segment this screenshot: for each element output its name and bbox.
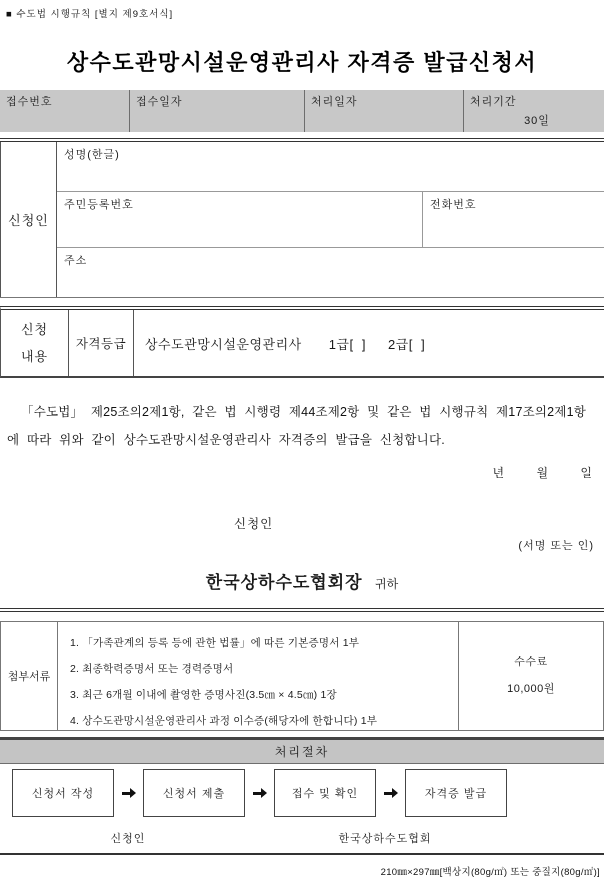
applicant-section (0, 142, 604, 298)
attachment-item: 3. 최근 6개월 이내에 촬영한 증명사진(3.5㎝ × 4.5㎝) 1장 (70, 689, 337, 701)
process-flow (0, 769, 604, 817)
process-step-submit: 신청서 제출 (143, 769, 245, 817)
phone-label: 전화번호 (430, 199, 477, 211)
month-label: 월 (536, 466, 549, 480)
process-step-review: 접수 및 확인 (274, 769, 376, 817)
process-date-cell[interactable] (304, 90, 463, 132)
grade-content (134, 310, 604, 376)
seal-note: (서명 또는 인) (518, 540, 594, 552)
fee-amount: 10,000원 (507, 683, 555, 695)
date-line[interactable] (0, 464, 604, 478)
fee-cell (459, 622, 603, 730)
legal-statement: 「수도법」 제25조의2제1항, 같은 법 시행령 제44조제2항 및 같은 법 시행규칙 제17조의2제1항에 따라 위와 같이 상수도관망시설운영관리사 자격증의 발급을 신청합니다. (7, 405, 586, 447)
paper-spec: 210㎜×297㎜[백상지(80g/㎡) 또는 중질지(80g/㎡)] (380, 867, 600, 878)
page-title: 상수도관망시설운영관리사 자격증 발급신청서 (66, 50, 538, 75)
attachment-item: 1. 「가족관계의 등록 등에 관한 법률」에 따른 기본증명서 1부 (70, 637, 360, 649)
receipt-date-label: 접수일자 (136, 96, 183, 108)
fee-label: 수수료 (514, 656, 548, 668)
arrow-wrap (114, 788, 143, 799)
request-label-line1: 신청 (20, 322, 49, 337)
receipt-header-row (0, 90, 604, 132)
arrow-right-icon (253, 788, 267, 799)
attachment-item: 2. 최종학력증명서 또는 경력증명서 (70, 663, 234, 675)
process-step-issue: 자격증 발급 (405, 769, 507, 817)
attachment-item: 4. 상수도관망시설운영관리사 과정 이수증(해당자에 한합니다) 1부 (70, 715, 378, 727)
arrow-right-icon (122, 788, 136, 799)
process-period-cell (463, 90, 604, 132)
process-period-label: 처리기간 (470, 96, 517, 108)
actor-association: 한국상하수도협회 (338, 833, 432, 845)
day-label: 일 (580, 466, 592, 480)
recipient-honorific: 귀하 (375, 577, 399, 591)
arrow-wrap (376, 788, 405, 799)
process-step-write: 신청서 작성 (12, 769, 114, 817)
request-section (0, 306, 604, 378)
receipt-number-cell[interactable] (0, 90, 129, 132)
recipient-name: 한국상하수도협회장 (205, 573, 363, 592)
year-label: 년 (492, 466, 505, 480)
receipt-date-cell[interactable] (129, 90, 304, 132)
applicant-section-label: 신청인 (0, 142, 57, 297)
rrn-label: 주민등록번호 (64, 199, 134, 211)
process-period-value: 30일 (524, 115, 550, 127)
request-section-label (1, 310, 69, 376)
separator-line (0, 608, 604, 612)
process-date-label: 처리일자 (311, 96, 358, 108)
signature-label: 신청인 (234, 517, 274, 531)
grade2-checkbox[interactable]: 2급[ ] (387, 336, 426, 352)
signature-line[interactable] (0, 514, 604, 529)
recipient-line (0, 568, 604, 590)
process-actors (0, 830, 604, 844)
request-label-line2: 내용 (20, 349, 49, 364)
phone-field[interactable] (423, 192, 604, 247)
grade-label: 자격등급 (69, 310, 134, 376)
name-field[interactable] (57, 142, 604, 192)
attachments-list (58, 622, 459, 730)
applicant-fields (57, 142, 604, 297)
address-label: 주소 (64, 255, 88, 267)
certificate-name: 상수도관망시설운영관리사 (145, 336, 302, 352)
arrow-wrap (245, 788, 274, 799)
address-field[interactable] (57, 248, 604, 297)
name-label: 성명(한글) (64, 149, 120, 161)
process-title-band: 처리절차 (0, 737, 604, 764)
attachments-section (0, 621, 604, 731)
arrow-right-icon (384, 788, 398, 799)
form-code: ■ 수도법 시행규칙 [별지 제9호서식] (6, 9, 174, 20)
bottom-rule (0, 853, 604, 855)
actor-applicant: 신청인 (110, 833, 146, 845)
attachments-label: 첨부서류 (1, 622, 58, 730)
rrn-phone-row (57, 192, 604, 248)
rrn-field[interactable] (57, 192, 423, 247)
receipt-number-label: 접수번호 (6, 96, 53, 108)
grade1-checkbox[interactable]: 1급[ ] (328, 336, 366, 352)
